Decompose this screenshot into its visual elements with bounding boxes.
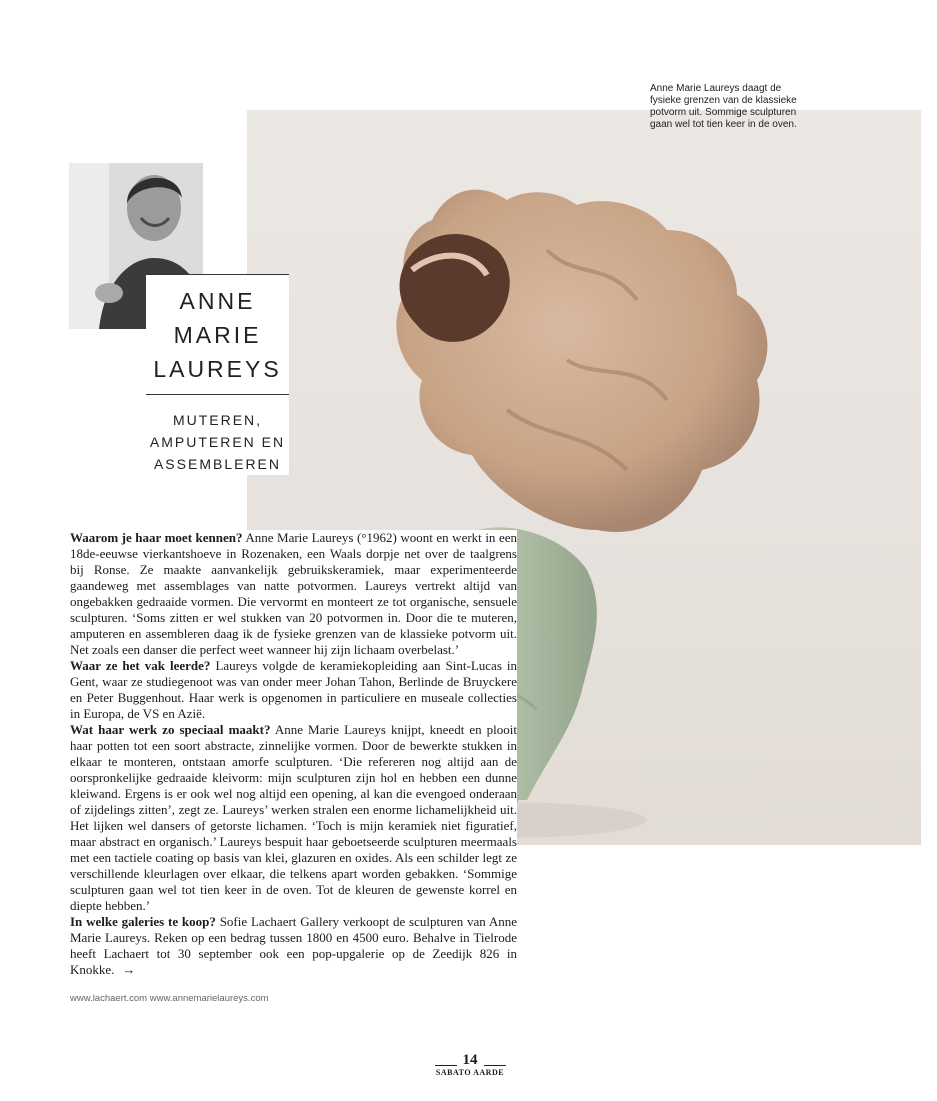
subtitle-line: AMPUTEREN EN: [149, 434, 286, 450]
question: Wat haar werk zo speciaal maakt?: [70, 722, 271, 737]
artist-name-line: ANNE: [179, 288, 256, 314]
divider: [484, 1065, 506, 1066]
artist-name-block: [146, 274, 289, 475]
question: In welke galeries te koop?: [70, 914, 216, 929]
answer: Sofie Lachaert Gallery verkoopt de sculpturen van Anne Marie Laureys. Reken op een bedrag tussen 1800 en 4500 euro. Behalve in Tielrode heeft Lachaert tot 30 september ook een pop-upgalerie op de Zeedijk 826 in Knokke.: [70, 914, 517, 977]
answer: Anne Marie Laureys (°1962) woont en werkt in een 18de-eeuwse vierkantshoeve in Rozenaken, een Waals dorpje net over de taalgrens bij Ronse. Ze maakte aanvankelijk gebruikskeramiek, maar experimenteerde gaandeweg met assemblages van natte potvormen. Laureys vertrekt altijd van ongebakken gedraaide vormen. Die vervormt en monteert ze tot organische, sensuele sculpturen. ‘Soms zitten er wel stukken van 20 potvormen in. Door die te muteren, amputeren en assembleren daag ik de fysieke grenzen van de klassieke potvorm uit. Net zoals een danser die perfect weet wanneer hij zijn lichaam overbelast.’: [70, 530, 517, 657]
article-subtitle: [146, 395, 289, 475]
question: Waarom je haar moet kennen?: [70, 530, 243, 545]
artist-name-line: LAUREYS: [153, 356, 282, 382]
magazine-name: SABATO AARDE: [435, 1068, 505, 1077]
arrow-icon: →: [122, 962, 136, 977]
answer: Anne Marie Laureys knijpt, kneedt en plooit haar potten tot een soort abstracte, zinnelijke vormen. Door de bewerkte stukken in elkaar te monteren, ontstaan amorfe sculpturen. ‘Die refereren nog altijd aan de oorspronkelijke gedraaide kleivorm: mijn sculpturen zijn hol en hebben een dunne kleiwand. Ergens is er ook wel nog altijd een opening, al kan die evengoed onderaan of zijdelings zitten’, zegt ze. Laureys’ werken stralen een enorme lichamelijkheid uit. Het lijken wel dansers of getorste lichamen. ‘Toch is mijn keramiek niet figuratief, maar abstract en organisch.’ Laureys bespuit haar geboetseerde sculpturen meermaals met een tactiele coating op basis van klei, glazuren en oxides. Als een schilder legt ze verschillende kleurlagen over elkaar, die telkens apart worden gebakken. ‘Sommige sculpturen gaan wel tot tien keer in de oven. Tot de kleuren de gewenste korrel en diepte hebben.’: [70, 722, 517, 913]
question: Waar ze het vak leerde?: [70, 658, 211, 673]
subtitle-line: ASSEMBLEREN: [153, 456, 282, 472]
paragraph: [70, 914, 517, 978]
website-links[interactable]: www.lachaert.com www.annemarielaureys.com: [70, 993, 269, 1004]
paragraph: [70, 530, 517, 658]
artist-name-line: MARIE: [173, 322, 262, 348]
page-number: 14: [462, 1052, 478, 1068]
paragraph: [70, 722, 517, 914]
artist-name: [146, 275, 289, 394]
article-body: [70, 530, 517, 978]
page-number-row: [430, 1052, 510, 1069]
page-footer: [430, 1052, 510, 1077]
subtitle-line: MUTEREN,: [172, 412, 263, 428]
divider: [435, 1065, 457, 1066]
photo-caption: Anne Marie Laureys daagt de fysieke grenzen van de klassieke potvorm uit. Sommige sculpturen gaan wel tot tien keer in de oven.: [650, 83, 797, 130]
paragraph: [70, 658, 517, 722]
answer: Laureys volgde de keramiekopleiding aan Sint-Lucas in Gent, waar ze studiegenoot was van onder meer Johan Tahon, Berlinde de Bruyckere en Peter Buggenhout. Haar werk is opgenomen in particuliere en museale collecties in Europa, de VS en Azië.: [70, 658, 518, 721]
